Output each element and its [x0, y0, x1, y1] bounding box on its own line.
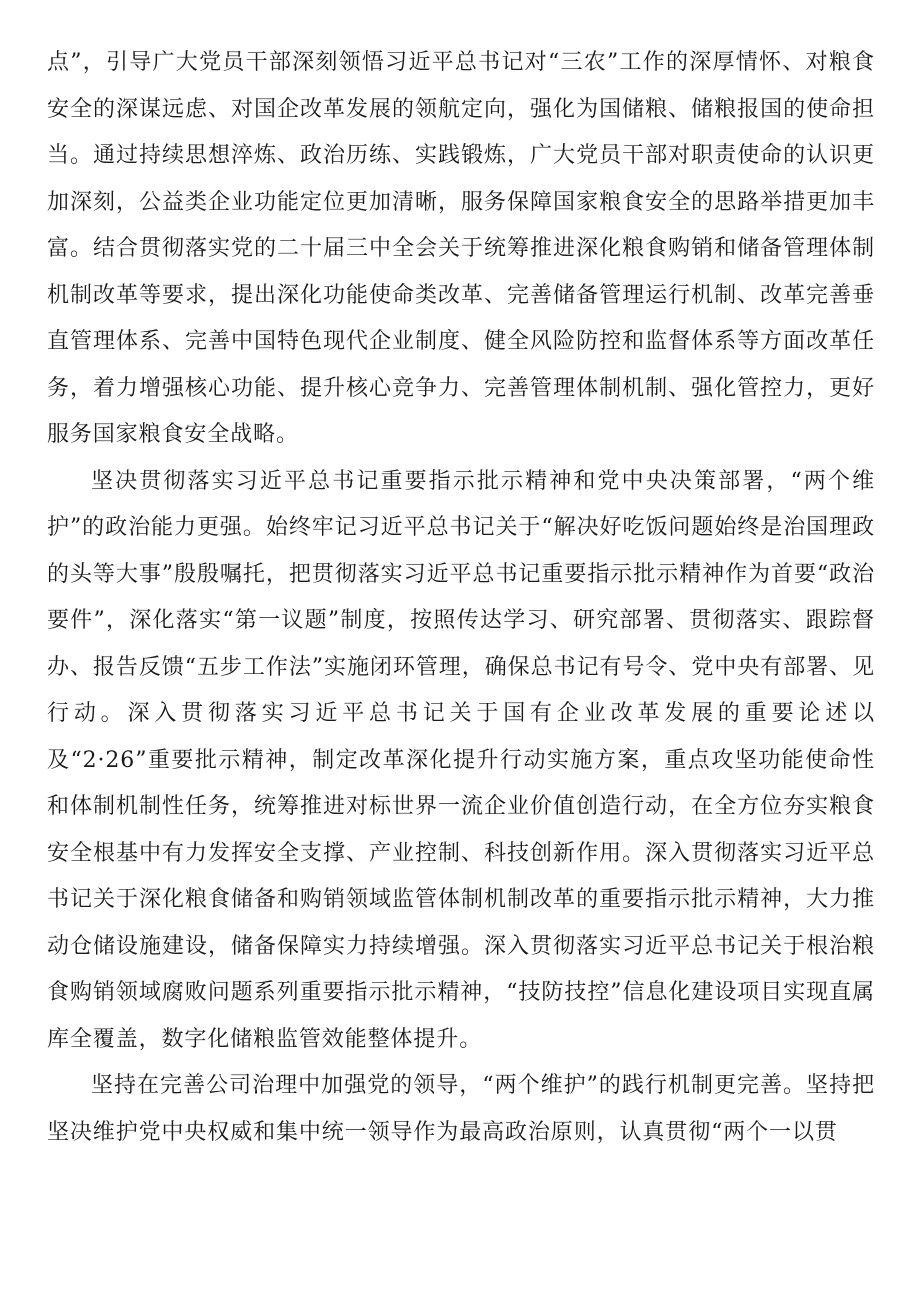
paragraph-political-capability: 坚决贯彻落实习近平总书记重要指示批示精神和党中央决策部署，“两个维护”的政治能力更强。始终牢记习近平总书记关于“解决好吃饭问题始终是治国理政的头等大事”殷殷嘱托，把贯彻落实习近平总书记重要指示批示精神作为首要“政治要件”，深化落实“第一议题”制度，按照传达学习、研究部署、贯彻落实、跟踪督办、报告反馈“五步工作法”实施闭环管理，确保总书记有号令、党中央有部署、见行动。深入贯彻落实习近平总书记关于国有企业改革发展的重要论述以及“2·26”重要批示精神，制定改革深化提升行动实施方案，重点攻坚功能使命性和体制机制性任务，统筹推进对标世界一流企业价值创造行动，在全方位夯实粮食安全根基中有力发挥安全支撑、产业控制、科技创新作用。深入贯彻落实习近平总书记关于深化粮食储备和购销领域监管体制机制改革的重要指示批示精神，大力推动仓储设施建设，储备保障实力持续增强。深入贯彻落实习近平总书记关于根治粮食购销领域腐败问题系列重要指示批示精神，“技防技控”信息化建设项目实现直属库全覆盖，数字化储粮监管效能整体提升。: [47, 468, 875, 1052]
paragraph-continuation: 点”，引导广大党员干部深刻领悟习近平总书记对“三农”工作的深厚情怀、对粮食安全的深谋远虑、对国企改革发展的领航定向，强化为国储粮、储粮报国的使命担当。通过持续思想淬炼、政治历练、实践锻炼，广大党员干部对职责使命的认识更加深刻，公益类企业功能定位更加清晰，服务保障国家粮食安全的思路举措更加丰富。结合贯彻落实党的二十届三中全会关于统筹推进深化粮食购销和储备管理体制机制改革等要求，提出深化功能使命类改革、完善储备管理运行机制、改革完善垂直管理体系、完善中国特色现代企业制度、健全风险防控和监督体系等方面改革任务，着力增强核心功能、提升核心竞争力、完善管理体制机制、强化管控力，更好服务国家粮食安全战略。: [47, 50, 875, 447]
document-page: [47, 40, 875, 1156]
paragraph-corporate-governance: 坚持在完善公司治理中加强党的领导，“两个维护”的践行机制更完善。坚持把坚决维护党中央权威和集中统一领导作为最高政治原则，认真贯彻“两个一以贯: [47, 1073, 875, 1145]
